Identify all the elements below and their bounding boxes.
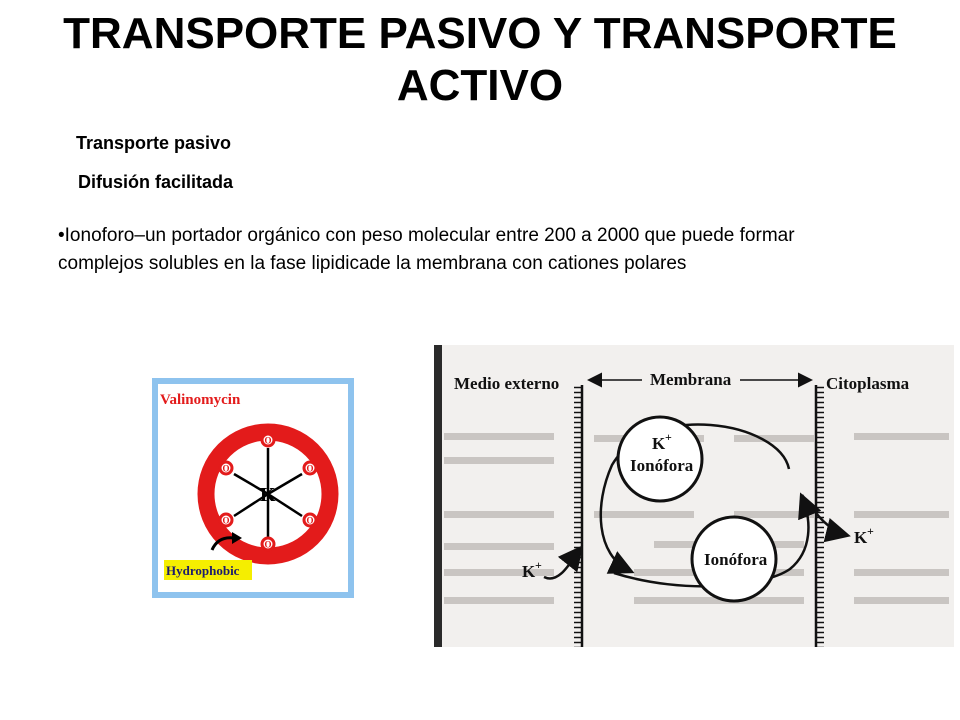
slide-title — [0, 8, 960, 112]
oxygen-atom-label: O — [222, 463, 230, 474]
valinomycin-label: Valinomycin — [160, 392, 241, 408]
oxygen-atom-label: O — [264, 435, 272, 446]
body-paragraph: •Ionoforo–un portador orgánico con peso molecular entre 200 a 2000 que puede formar complejos solubles en la fase lipidicade la membrana con cationes polares — [58, 225, 795, 274]
citoplasma-label: Citoplasma — [826, 374, 910, 393]
oxygen-atom-label: O — [264, 539, 272, 550]
valinomycin-diagram — [152, 378, 354, 598]
oxygen-atom-label: O — [306, 515, 314, 526]
hydrophobic-label: Hydrophobic — [166, 563, 240, 578]
scan-edge — [434, 345, 442, 647]
ionophore-diagram — [434, 345, 954, 647]
oxygen-atom-label: O — [306, 463, 314, 474]
title-line-2: ACTIVO — [396, 61, 564, 110]
valinomycin-figure — [152, 378, 354, 598]
oxygen-atom-label: O — [222, 515, 230, 526]
membrana-label: Membrana — [650, 370, 732, 389]
potassium-ion-label: K — [260, 484, 276, 506]
subtitle-transporte-pasivo: Transporte pasivo — [76, 133, 232, 153]
title-line-1: TRANSPORTE PASIVO Y TRANSPORTE — [63, 9, 897, 58]
subtitle-difusion-facilitada: Difusión facilitada — [78, 172, 234, 192]
ionophore-transport-figure — [434, 345, 954, 647]
medio-externo-label: Medio externo — [454, 374, 560, 393]
k-outside-charge: + — [535, 558, 542, 572]
k-inside-charge: + — [867, 524, 874, 538]
complex-k-label: K — [652, 434, 666, 453]
k-inside-label: K — [854, 528, 868, 547]
complex-k-charge: + — [665, 430, 672, 444]
complex-ionofora-label: Ionófora — [630, 456, 694, 475]
k-outside-label: K — [522, 562, 536, 581]
free-ionofora-label: Ionófora — [704, 550, 768, 569]
